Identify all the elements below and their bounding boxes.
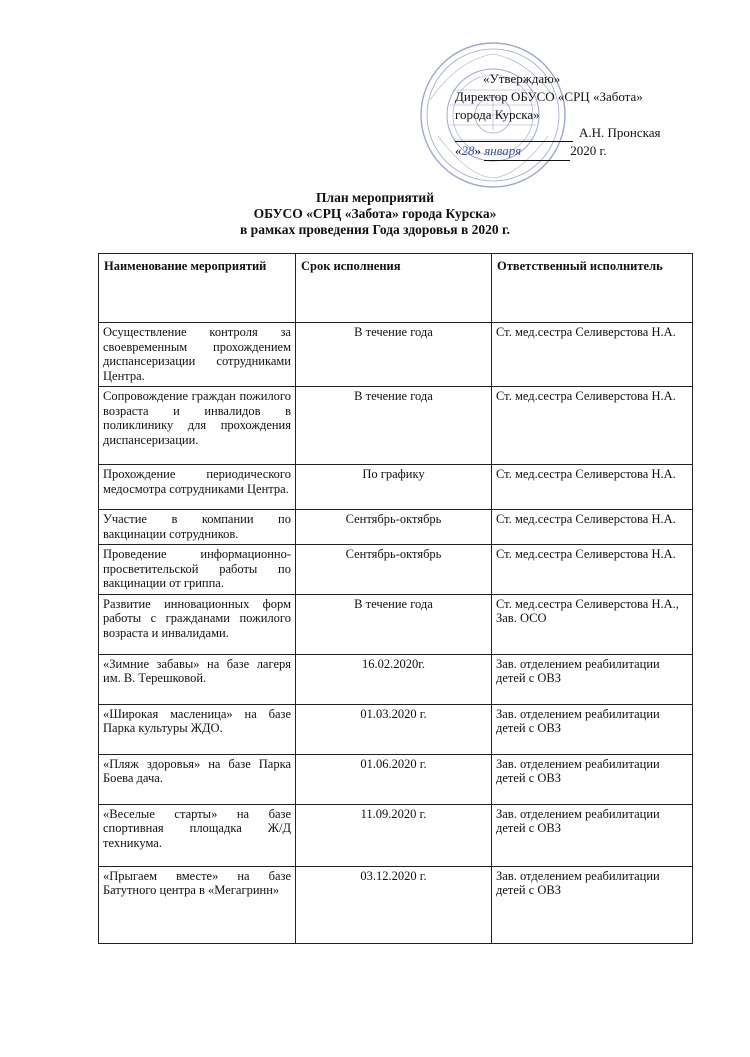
responsible-cell: Зав. отделением реабилитации детей с ОВЗ xyxy=(492,754,693,804)
event-cell: Развитие инновационных форм работы с гражданами пожилого возраста и инвалидами. xyxy=(99,594,296,654)
approval-block xyxy=(455,70,725,161)
table-row xyxy=(99,545,693,595)
header-responsible: Ответственный исполнитель xyxy=(492,254,693,323)
term-cell: Сентябрь-октябрь xyxy=(296,510,492,545)
title-line-3: в рамках проведения Года здоровья в 2020 г. xyxy=(240,222,510,237)
event-cell: Осуществление контроля за своевременным прохождением диспансеризации сотрудниками Центра. xyxy=(99,323,296,387)
responsible-cell: Ст. мед.сестра Селиверстова Н.А. xyxy=(492,323,693,387)
term-cell: 01.03.2020 г. xyxy=(296,704,492,754)
responsible-cell: Зав. отделением реабилитации детей с ОВЗ xyxy=(492,704,693,754)
term-cell: В течение года xyxy=(296,323,492,387)
table-row xyxy=(99,387,693,465)
event-cell: «Широкая масленица» на базе Парка культуры ЖДО. xyxy=(99,704,296,754)
event-cell: «Прыгаем вместе» на базе Батутного центра в «Мегагринн» xyxy=(99,866,296,943)
date-month: января xyxy=(484,142,570,161)
term-cell: 16.02.2020г. xyxy=(296,654,492,704)
table-row xyxy=(99,323,693,387)
term-cell: В течение года xyxy=(296,387,492,465)
term-cell: Сентябрь-октябрь xyxy=(296,545,492,595)
term-cell: 11.09.2020 г. xyxy=(296,804,492,866)
responsible-cell: Ст. мед.сестра Селиверстова Н.А. xyxy=(492,465,693,510)
table-row xyxy=(99,704,693,754)
responsible-cell: Ст. мед.сестра Селиверстова Н.А., Зав. ОСО xyxy=(492,594,693,654)
table-row xyxy=(99,594,693,654)
term-cell: По графику xyxy=(296,465,492,510)
event-cell: Проведение информационно-просветительской работы по вакцинации от гриппа. xyxy=(99,545,296,595)
responsible-cell: Зав. отделением реабилитации детей с ОВЗ xyxy=(492,654,693,704)
table-row xyxy=(99,465,693,510)
approval-director-line: Директор ОБУСО «СРЦ «Забота» xyxy=(455,89,643,104)
table-row xyxy=(99,866,693,943)
approval-org-line: города Курска» xyxy=(455,107,540,122)
approval-heading: «Утверждаю» xyxy=(483,71,561,86)
event-cell: «Зимние забавы» на базе лагеря им. В. Терешковой. xyxy=(99,654,296,704)
responsible-cell: Зав. отделением реабилитации детей с ОВЗ xyxy=(492,804,693,866)
table-row xyxy=(99,754,693,804)
event-cell: Участие в компании по вакцинации сотрудников. xyxy=(99,510,296,545)
title-line-2: ОБУСО «СРЦ «Забота» города Курска» xyxy=(253,206,497,221)
events-table xyxy=(98,253,693,944)
date-quote-open: « xyxy=(455,143,462,158)
date-quote-close: » xyxy=(474,143,481,158)
event-cell: «Веселые старты» на базе спортивная площадка Ж/Д техникума. xyxy=(99,804,296,866)
table-row xyxy=(99,654,693,704)
responsible-cell: Зав. отделением реабилитации детей с ОВЗ xyxy=(492,866,693,943)
signature-blank xyxy=(455,129,573,142)
event-cell: «Пляж здоровья» на базе Парка Боева дача. xyxy=(99,754,296,804)
term-cell: 01.06.2020 г. xyxy=(296,754,492,804)
event-cell: Сопровождение граждан пожилого возраста и инвалидов в поликлинику для прохождения диспансеризации. xyxy=(99,387,296,465)
term-cell: 03.12.2020 г. xyxy=(296,866,492,943)
date-year: 2020 г. xyxy=(570,143,607,158)
table-row xyxy=(99,804,693,866)
document-title xyxy=(0,190,750,238)
responsible-cell: Ст. мед.сестра Селиверстова Н.А. xyxy=(492,510,693,545)
table-header-row xyxy=(99,254,693,323)
header-term: Срок исполнения xyxy=(296,254,492,323)
event-cell: Прохождение периодического медосмотра сотрудниками Центра. xyxy=(99,465,296,510)
date-day: 28 xyxy=(461,143,475,158)
approval-signatory: А.Н. Пронская xyxy=(579,125,661,140)
title-line-1: План мероприятий xyxy=(316,190,434,205)
term-cell: В течение года xyxy=(296,594,492,654)
table-row xyxy=(99,510,693,545)
header-events: Наименование мероприятий xyxy=(99,254,296,323)
approval-date-line xyxy=(455,142,725,161)
approval-signature-line xyxy=(455,124,725,142)
responsible-cell: Ст. мед.сестра Селиверстова Н.А. xyxy=(492,545,693,595)
responsible-cell: Ст. мед.сестра Селиверстова Н.А. xyxy=(492,387,693,465)
